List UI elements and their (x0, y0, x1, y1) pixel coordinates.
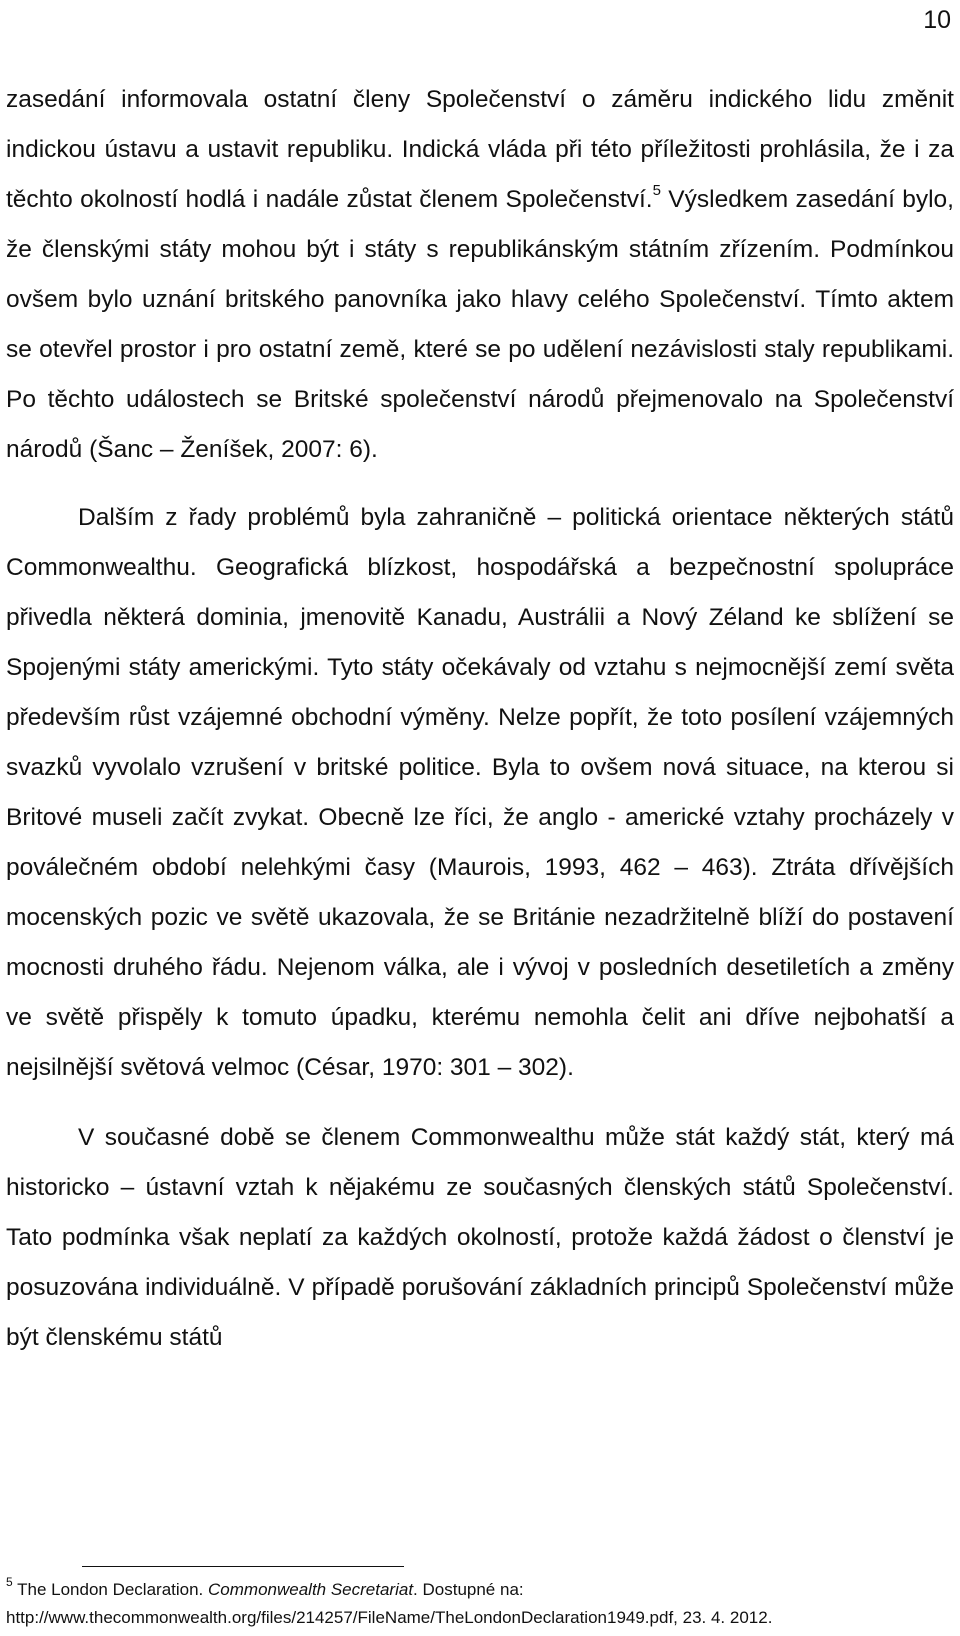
footnote-source: Commonwealth Secretariat (208, 1580, 414, 1599)
paragraph-3: V současné době se členem Commonwealthu může stát každý stát, který má historicko – ústavní vztah k nějakému ze současných členských států Společenství. Tato podmínka však neplatí za každých okolností, protože každá žádost o členství je posuzována individuálně. V případě porušování základních principů Společenství může být členskému států (6, 1124, 954, 1351)
footnote-url[interactable]: http://www.thecommonwealth.org/files/214257/FileName/TheLondonDeclaration1949.pdf, 23. 4. 2012. (6, 1608, 773, 1627)
footnote-separator (82, 1566, 404, 1567)
footnote-text-after: . Dostupné na: (413, 1580, 524, 1599)
paragraph-1-text-end: Výsledkem zasedání bylo, že členskými státy mohou být i státy s republikánským státním zřízením. Podmínkou ovšem bylo uznání britského panovníka jako hlavy celého Společenství. Tímto aktem se otevřel prostor i pro ostatní země, které se po udělení nezávislosti staly republikami. Po těchto událostech se Britské společenství národů přejmenovalo na Společenství národů (Šanc – Ženíšek, 2007: 6). (6, 186, 954, 463)
footnote-text: The London Declaration. (12, 1580, 209, 1599)
paragraph-1-text-start: zasedání informovala ostatní členy Společenství o záměru indického lidu změnit indickou ústavu a ustavit republiku. Indická vláda při této příležitosti prohlásila, že i za těchto okolností hodlá i nadále zůstat členem Společenství. (6, 86, 954, 213)
page-number: 10 (923, 6, 951, 34)
footnote-reference[interactable]: 5 (652, 182, 661, 199)
footnote (6, 1576, 956, 1632)
paragraph-2: Dalším z řady problémů byla zahraničně – politická orientace některých států Commonwealthu. Geografická blízkost, hospodářská a bezpečnostní spolupráce přivedla některá dominia, jmenovitě Kanadu, Austrálii a Nový Zéland ke sblížení se Spojenými státy americkými. Tyto státy očekávaly od vztahu s nejmocnější zemí světa především růst vzájemné obchodní výměny. Nelze popřít, že toto posílení vzájemných svazků vyvolalo vzrušení v britské politice. Byla to ovšem nová situace, na kterou si Britové museli začít zvykat. Obecně lze říci, že anglo - americké vztahy procházely v poválečném období nelehkými časy (Maurois, 1993, 462 – 463). Ztráta dřívějších mocenských pozic ve světě ukazovala, že se Británie nezadržitelně blíží do postavení mocnosti druhého řádu. Nejenom válka, ale i vývoj v posledních desetiletích a změny ve světě přispěly k tomuto úpadku, kterému nemohla čelit ani dříve nejbohatší a nejsilnější světová velmoc (César, 1970: 301 – 302). (6, 504, 954, 1081)
body-text (6, 75, 954, 1363)
paragraph-1 (6, 75, 954, 475)
footnote-number: 5 (6, 1575, 13, 1589)
